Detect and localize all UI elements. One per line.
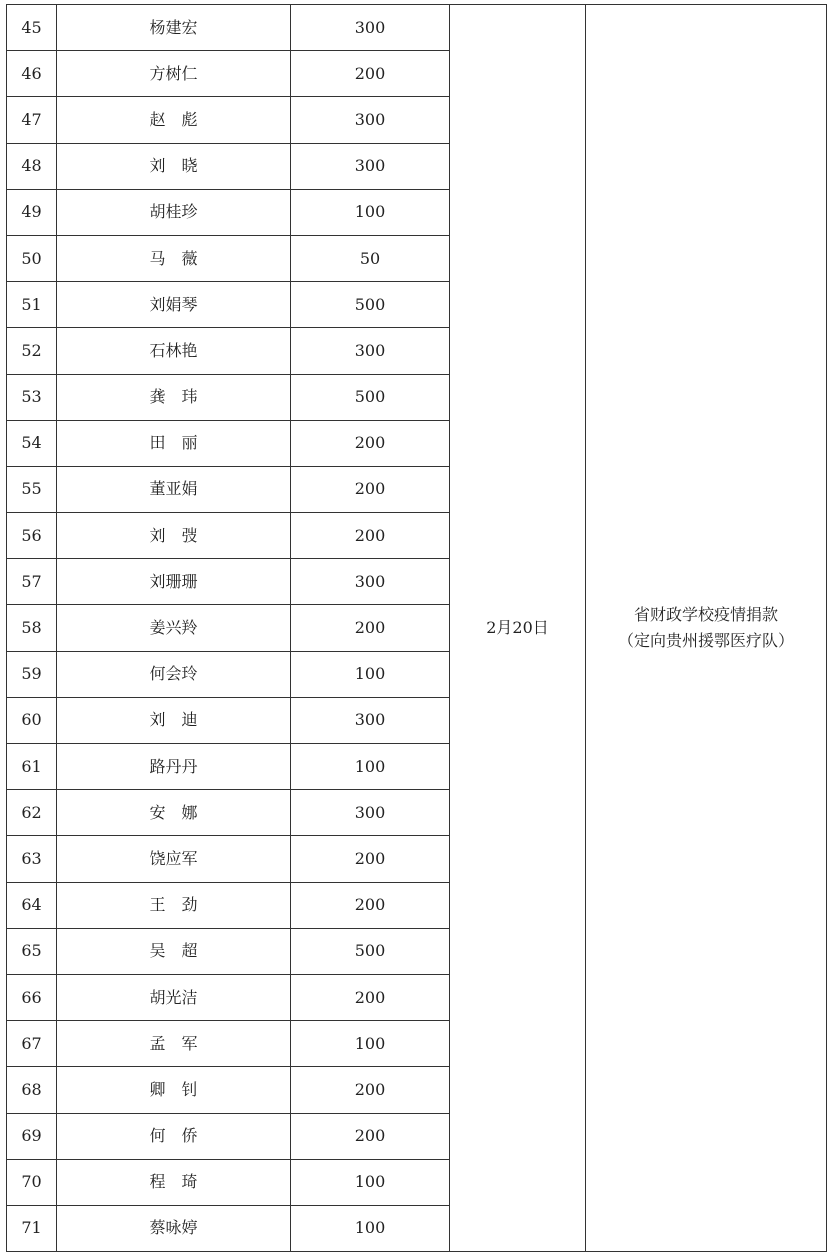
donation-table	[6, 4, 827, 1252]
row-index: 63	[7, 836, 57, 882]
row-index: 56	[7, 513, 57, 559]
donation-amount: 300	[291, 143, 450, 189]
donation-amount: 200	[291, 974, 450, 1020]
donor-name: 吴 超	[57, 928, 291, 974]
row-index: 59	[7, 651, 57, 697]
row-index: 53	[7, 374, 57, 420]
donor-name: 方树仁	[57, 51, 291, 97]
row-index: 46	[7, 51, 57, 97]
donor-name: 王 劲	[57, 882, 291, 928]
donor-name: 卿 钊	[57, 1067, 291, 1113]
donor-name: 蔡咏婷	[57, 1205, 291, 1251]
row-index: 68	[7, 1067, 57, 1113]
row-index: 60	[7, 697, 57, 743]
note-text	[618, 602, 794, 654]
donation-amount: 300	[291, 559, 450, 605]
donation-amount: 100	[291, 1205, 450, 1251]
donation-amount: 100	[291, 1021, 450, 1067]
donation-amount: 200	[291, 836, 450, 882]
row-index: 55	[7, 466, 57, 512]
row-index: 70	[7, 1159, 57, 1205]
donation-amount: 200	[291, 1113, 450, 1159]
table-row	[7, 5, 827, 51]
donation-amount: 200	[291, 1067, 450, 1113]
donor-name: 石林艳	[57, 328, 291, 374]
donation-amount: 100	[291, 744, 450, 790]
row-index: 64	[7, 882, 57, 928]
note-line-2: （定向贵州援鄂医疗队）	[617, 631, 794, 651]
donation-amount: 200	[291, 513, 450, 559]
donor-name: 孟 军	[57, 1021, 291, 1067]
donation-date: 2月20日	[450, 5, 586, 1252]
donor-name: 安 娜	[57, 790, 291, 836]
donor-name: 姜兴羚	[57, 605, 291, 651]
donation-amount: 200	[291, 466, 450, 512]
donation-amount: 300	[291, 97, 450, 143]
row-index: 67	[7, 1021, 57, 1067]
row-index: 62	[7, 790, 57, 836]
donor-name: 赵 彪	[57, 97, 291, 143]
donor-name: 胡光洁	[57, 974, 291, 1020]
row-index: 58	[7, 605, 57, 651]
donor-name: 刘娟琴	[57, 282, 291, 328]
row-index: 66	[7, 974, 57, 1020]
donor-name: 路丹丹	[57, 744, 291, 790]
row-index: 51	[7, 282, 57, 328]
donor-name: 董亚娟	[57, 466, 291, 512]
row-index: 57	[7, 559, 57, 605]
row-index: 47	[7, 97, 57, 143]
donor-name: 何会玲	[57, 651, 291, 697]
donor-name: 胡桂珍	[57, 189, 291, 235]
donation-amount: 200	[291, 605, 450, 651]
donation-amount: 300	[291, 5, 450, 51]
donation-amount: 300	[291, 328, 450, 374]
donation-amount: 200	[291, 420, 450, 466]
donation-amount: 200	[291, 51, 450, 97]
donor-name: 刘珊珊	[57, 559, 291, 605]
row-index: 52	[7, 328, 57, 374]
donation-note	[586, 5, 827, 1252]
donation-amount: 300	[291, 790, 450, 836]
donation-amount: 500	[291, 928, 450, 974]
row-index: 65	[7, 928, 57, 974]
donor-name: 刘 迪	[57, 697, 291, 743]
row-index: 54	[7, 420, 57, 466]
donation-amount: 50	[291, 235, 450, 281]
donor-name: 田 丽	[57, 420, 291, 466]
row-index: 48	[7, 143, 57, 189]
donor-name: 程 琦	[57, 1159, 291, 1205]
donation-amount: 300	[291, 697, 450, 743]
donor-name: 马 薇	[57, 235, 291, 281]
note-line-1: 省财政学校疫情捐款	[633, 605, 778, 625]
donation-table-body	[7, 5, 827, 1252]
donor-name: 饶应军	[57, 836, 291, 882]
donor-name: 刘 晓	[57, 143, 291, 189]
row-index: 69	[7, 1113, 57, 1159]
donation-amount: 500	[291, 374, 450, 420]
row-index: 61	[7, 744, 57, 790]
donor-name: 何 侨	[57, 1113, 291, 1159]
donation-amount: 500	[291, 282, 450, 328]
donation-amount: 100	[291, 651, 450, 697]
donor-name: 刘 弢	[57, 513, 291, 559]
donation-amount: 200	[291, 882, 450, 928]
donor-name: 龚 玮	[57, 374, 291, 420]
row-index: 71	[7, 1205, 57, 1251]
donation-amount: 100	[291, 189, 450, 235]
donor-name: 杨建宏	[57, 5, 291, 51]
donation-amount: 100	[291, 1159, 450, 1205]
row-index: 45	[7, 5, 57, 51]
row-index: 49	[7, 189, 57, 235]
row-index: 50	[7, 235, 57, 281]
